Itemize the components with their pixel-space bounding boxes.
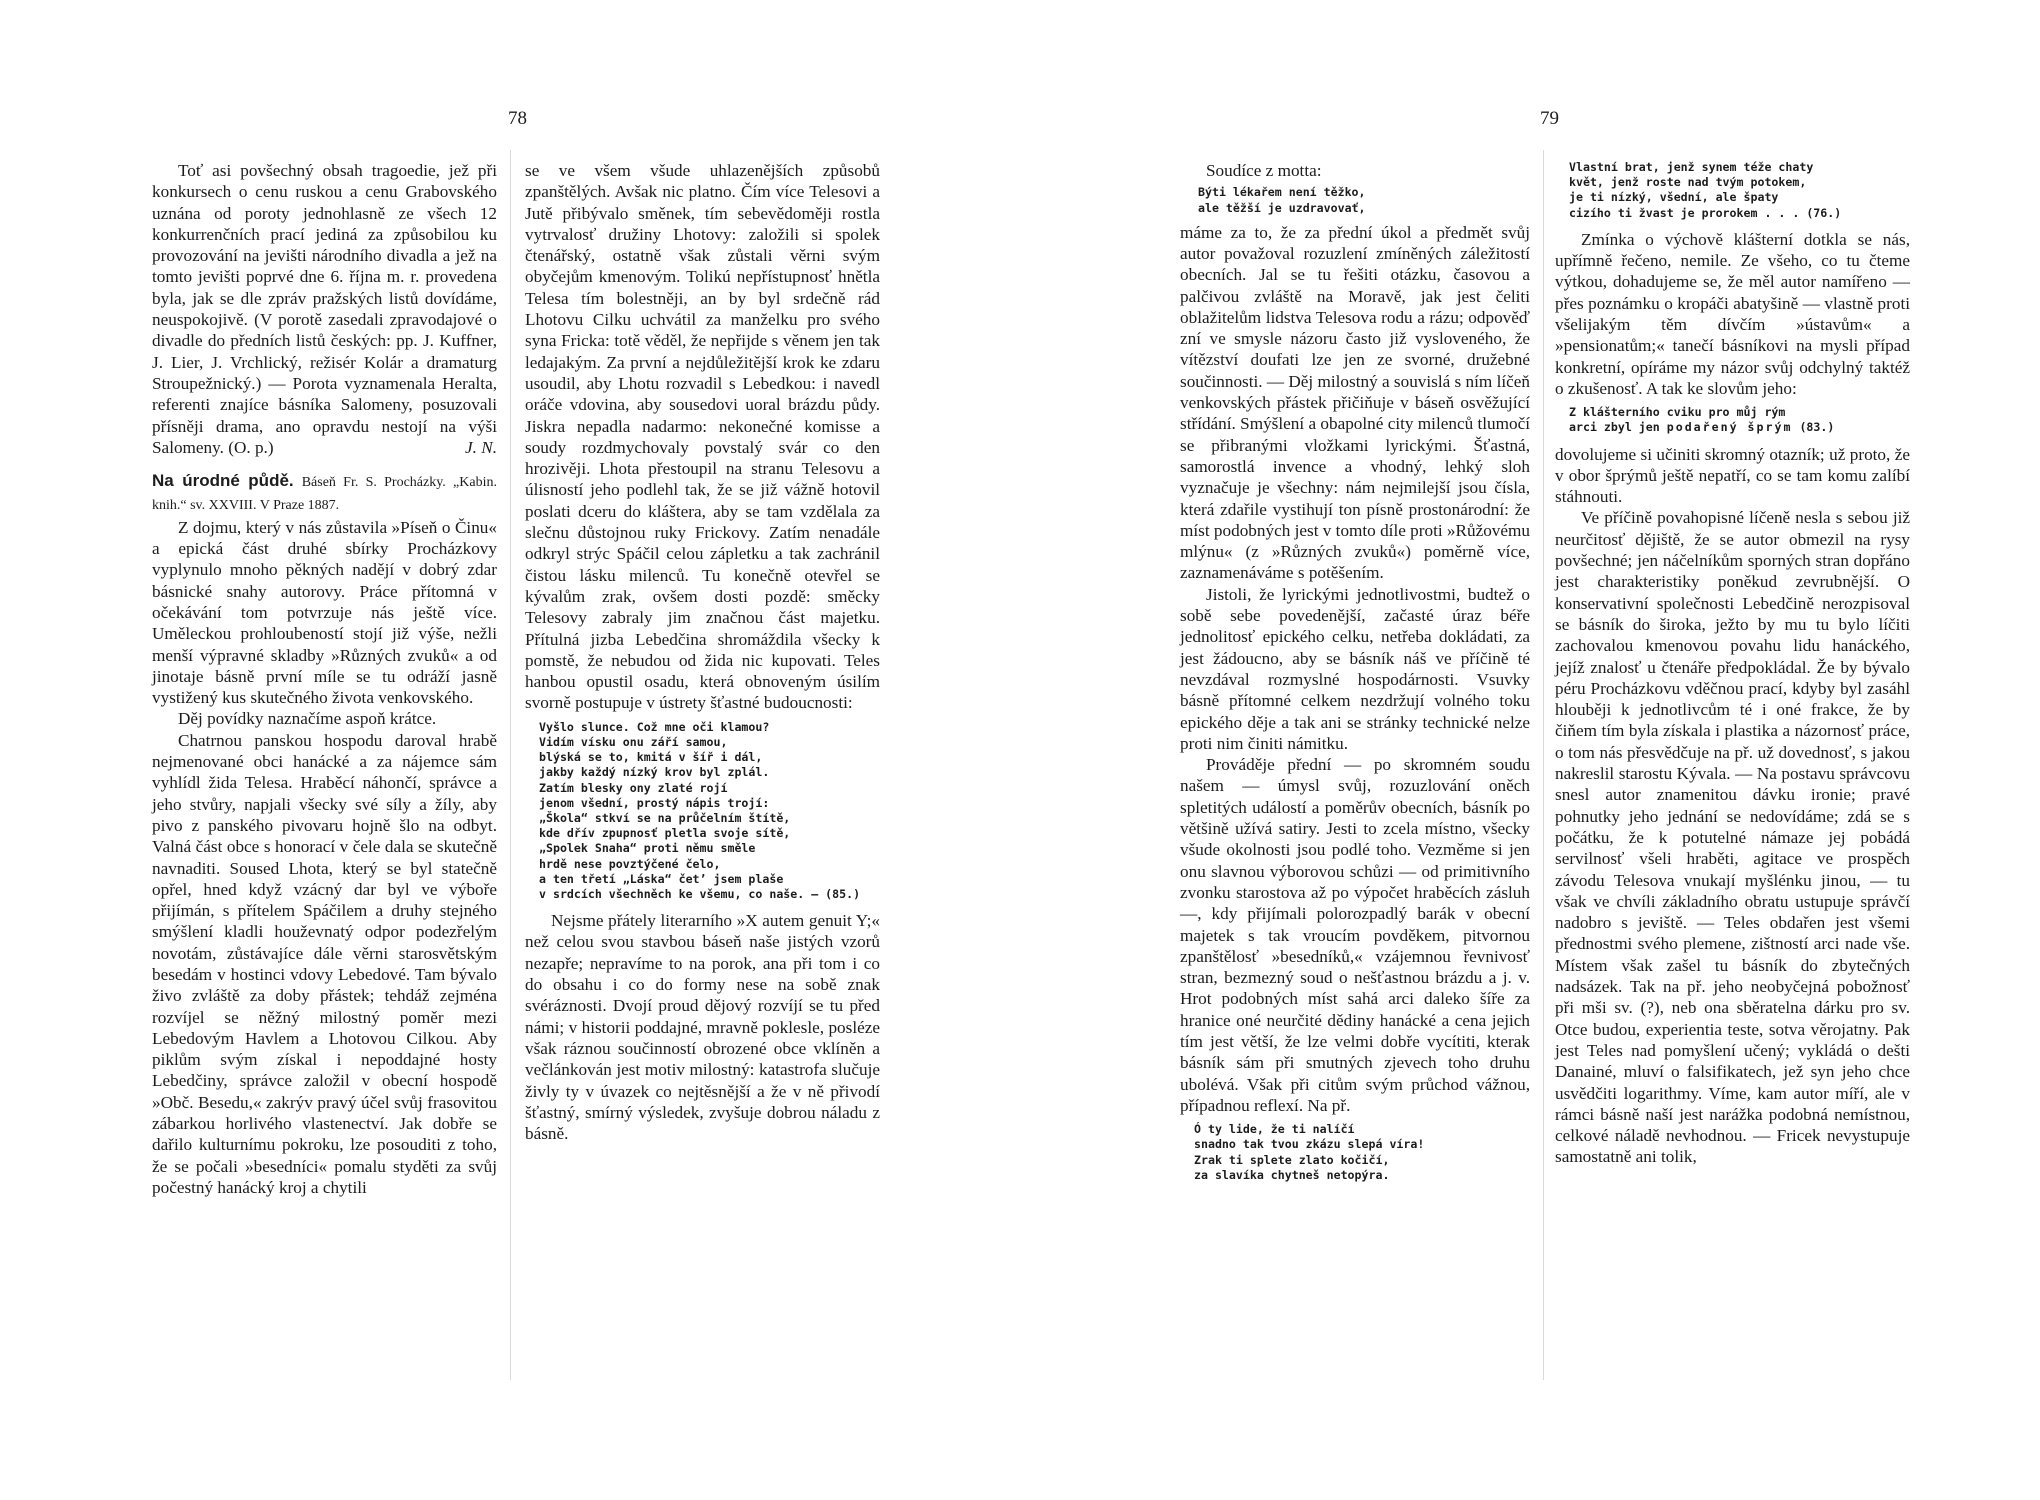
poem-line: za slavíka chytneš netopýra. [1194, 1167, 1390, 1182]
page-number-left: 78 [508, 108, 527, 129]
poem-line: Vyšlo slunce. Což mne oči klamou? [539, 719, 770, 734]
poem-line-text: arci zbyl jen [1569, 420, 1660, 435]
poem-line: a ten třetí „Láska“ čet’ jsem plaše [539, 871, 784, 886]
author-signature: J. N. [465, 437, 497, 457]
paragraph: Soudíce z motta: [1206, 161, 1322, 180]
paragraph-text: Toť asi povšechný obsah tragoedie, jež při konkursech o cenu ruskou a cenu Grabovského uznána od poroty jednohlasně ze všech 12 konkurrenčních prací jediná za způsobilou ku provozování na jevišti národního divadla a jež na tomto jevišti poprvé dne 6. října m. r. provedena byla, jak se dle zpráv pražských listů dovídáme, neuspokojivě. (V porotě zasedali zpravodajové o divadle do předních listů českých: pp. J. Kuffner, J. Lier, J. Vrchlický, režisér Kolár a dramaturg Stroupežnický.) — Porota vyznamenala Heralta, referenti znajíce básníka Salomeny, posuzovali přísněji drama, ano opravdu nestojí na výši Salomeny. (O. p.) [152, 161, 497, 457]
paragraph: Prováděje přední — po skromném soudu našem — úmysl svůj, rozuzlování oněch spletitých událostí a poměrův obecních, básník po většině užívá satiry. Jesti to zcela místno, všecky všude okolnosti jsou podlé toho. Vezměme si jen onu slavnou výborovou schůzi — od primitivního zvonku starostova až po výpočet hraběcích zásluh —, kdy přijímali polorozpadlý barák v obecní majetek s tak vroucím povděkem, pitvornou zpanštělosť »besedníků,« vzájemnou řevnivosť stran, bezmezný soud o nešťastnou brázdu a j. v. Hrot podobných míst sahá arci daleko šíře za hranice oné neurčité dědiny hanácké a cena jejich tím jest větší, že lze velmi dobře vycítiti, kterak básník sám při smutných zjevech toho druhu ubolévá. Však při citům svým průchod vážnou, případnou reflexí. Na př. [1180, 755, 1530, 1115]
paragraph: Ve příčině povahopisné líčeně nesla s sebou již neurčitosť dějiště, že se autor obmezil na rysy povšechné; jen náčelníkům sporných stran dopřáno jest charakteristiky poněkud zevrubnější. O konservativní společnosti Lebedčině nerozpisoval se básník do široka, ježto by mu tu bylo líčiti zachovalou kmenovou povahu lidu hanáckého, jejíž znalosť u čtenáře předpokládal. Že by bývalo péru Procházkovu vděčnou prací, kdyby byl zasáhl hlouběji k jednotlivcům té i oné frakce, že by čiňem tím byla získala i plastika a názornosť práce, o tom nás přesvědčuje na př. už dovednosť, s jakou nakreslil starostu Kývala. — Na postavu správcovu snesl autor znamenitou dávku ironie; pravé pohnutky jeho jednání se nedovídáme; zdá se s počátku, že k potutelné námaze jej pobádá servilnosť všeli hraběti, agitace ve prospěch závodu Telesova vnukají myšlénku jinou, — tu však ve chvíli základního obratu ustupuje správčí nadobro s jeviště. — Teles obdařen jest všemi přednostmi svého plemene, zištností arci nade vše. Místem však zašel tu básník do zbytečných nadsázek. Tak na př. jeho neobyčejná pobožnosť při mši sv. (?), neb ona sběratelna dárku pro sv. Otce budou, experientia teste, sotva věrojatny. Pak jest Teles nad pomyšlení učený; vykládá o dešti Danainé, mluví o falsifikatech, jež syn jeho chce usvědčiti logarithmy. Víme, kam autor míří, ale v rámci básně naší jest narážka podobná nemístnou, celkové náladě nevhodnou. — Fricek nevystupuje samostatně ani tolik, [1555, 508, 1910, 1167]
review-heading [152, 470, 497, 517]
left-column-2 [525, 160, 880, 1144]
poem-line: snadno tak tvou zkázu slepá víra! [1194, 1137, 1425, 1152]
review-title: Na úrodné půdě. [152, 471, 294, 491]
poem-line: Vlastní brat, jenž synem téže chaty [1569, 160, 1814, 174]
poem-line: Vidím vísku onu září samou, [539, 734, 728, 749]
paragraph: dovolujeme si učiniti skromný otazník; už proto, že v obor šprýmů ještě nepatří, co se tam komu zalíbí stáhnouti. [1555, 444, 1910, 507]
poem-excerpt [1569, 405, 1910, 435]
paragraph: Děj povídky naznačíme aspoň krátce. [178, 709, 437, 729]
poem-line: je ti nízký, všední, ale špaty [1569, 190, 1779, 205]
poem-excerpt [539, 720, 880, 902]
paragraph [152, 160, 497, 458]
right-column-1 [1180, 160, 1530, 1191]
poem-excerpt [1194, 1122, 1530, 1183]
poem-line: blýská se to, kmitá v šíř i dál, [539, 750, 763, 765]
spaced-emphasis: podařený šprým [1666, 420, 1793, 435]
right-page-column-rule [1543, 150, 1544, 1380]
motto-line: ale těžší je uzdravovať, [1198, 200, 1366, 215]
motto [1198, 185, 1530, 215]
poem-line: Z klášterního cviku pro můj rým [1569, 405, 1786, 420]
left-page-column-rule [510, 150, 511, 1380]
paragraph: Z dojmu, který v nás zůstavila »Píseň o Činu« a epická část druhé sbírky Procházkovy vyplynulo mnoho pěkných nadějí v dobrý zdar básnické snahy autorovy. Práce přítomná v očekávání tom potvrzuje nás ještě více. Uměleckou prohloubeností stojí již výše, nežli menší výpravné skladby »Různých zvuků« a od jinotaje básně první míle se tu odráží jasně vystižený kus skutečného života venkovského. [152, 517, 497, 708]
motto-line: Býti lékařem není těžko, [1198, 185, 1366, 200]
poem-line: jakby každý nízký krov byl zplál. [539, 765, 770, 780]
paragraph: se ve všem všude uhlazenějších způsobů zpanštělých. Avšak nic platno. Čím více Telesovi a Jutě přibývalo směnek, tím sebevědoměji rostla vytrvalosť družiny Lhotovy: založili si spolek čtenářský, ostatně však zůstali věrni svým obyčejům kmenovým. Tolikú nepřístupnosť hnětla Telesa tím bolestněji, an by byl srdečně rád Lhotovu Cilku uchvátil za manželku pro svého syna Fricka: totě věděl, že nepřijde s věnem jen tak ledajakým. Za první a nejdůležitější krok ke zdaru usoudil, aby Lhotu rozvadil s Lebedkou: i navedl oráče vdovina, aby sousedovi uoral brázdu půdy. Jiskra nepadla nadarmo: nekonečné komisse a soudy rozdmychovaly povstalý svár co den hrozivěji. Lhota přestoupil na stranu Telesovu a úlisností jeho podlehl tak, že se již vážně hotovil poslati dceru do kláštera, aby se tam vzdělala za slečnu důstojnou ruky Frickovy. Zatím nenadále odkryl strýc Spáčil celou zápletku a tak zachránil čistou lásku milenců. Tu konečně otevřel se kývalům zrak, ovšem dosti pozdě: směcky Telesovy zabraly jim značnou část majetku. Přítulná jizba Lebedčina shromáždila všecky k pomstě, že nebudou od žida nic kupovati. Teles hanbou opustil osadu, která obnoveným úsilím svorně postupuje v ústrety šťastné budoucnosti: [525, 161, 880, 713]
poem-citation: (83.) [1792, 420, 1835, 435]
poem-line: květ, jenž roste nad tvým potokem, [1569, 175, 1807, 190]
paragraph: Chatrnou panskou hospodu daroval hrabě nejmenované obci hanácké a za nájemce sám vyhlídl žida Telesa. Hraběcí náhončí, správce a jeho stvůry, napjali všecky své síly a žíly, aby pivo z panského pivovaru hojně šlo na odbyt. Valná část obce s honorací v čele dala se skutečně navnaditi. Soused Lhota, který se byl statečně opřel, hned když vzácný dar byl ve výboře přijímán, s přítelem Spáčilem a druhy stejného smýšlení kladli houževnatý odpor podezřelým novotám, zůstávajíce dále věrni starosvětským besedám v hostinci vdovy Lebedové. Tam bývalo živo zvláště za doby přástek; tehdáž zejména rozvíjel se něžný milostný poměr mezi Lebedovým Havlem a Lhotovou Cilkou. Aby piklům svým získal i nepoddajné hosty Lebedčiny, správce založil v obecní hospodě »Obč. Besedu,« zakrýv pravý účel svůj frasovitou zábarkou horlivého vlastenectví. Jak dobře se dařilo kulturnímu pokroku, lze posouditi z toho, že se počali »besedníci« pomalu styděti za svůj počestný hanácký kroj a chytili [152, 730, 497, 1197]
poem-line [1569, 420, 1910, 435]
poem-line: hrdě nese povztýčené čelo, [539, 856, 721, 871]
poem-line: Zrak ti splete zlato kočičí, [1194, 1152, 1390, 1167]
paragraph: Jistoli, že lyrickými jednotlivostmi, budtež o sobě sebe povedenější, začasté úraz béře jednolitosť epického celku, netřeba dokládati, za jest žádoucno, aby se básník náš ve příčině té nevzdával rozmyslné hospodárnosti. Vsuvky básně přítomné celkem nezdržují volného toku epického děje a tak ani se stránky technické nelze proti nim činiti námitku. [1180, 584, 1530, 753]
poem-line: Ó ty lide, že ti nalíčí [1194, 1122, 1355, 1137]
left-column-1 [152, 160, 497, 1198]
poem-line: v srdcích všechněch ke všemu, co naše. — (85.) [539, 886, 861, 901]
poem-line: cizího ti žvast je prorokem . . . (76.) [1569, 205, 1842, 220]
poem-line: „Škola“ stkví se na průčelním štítě, [539, 810, 791, 825]
review-source: Báseň Fr. S. Procházky. „Kabin. knih.“ sv. XXVIII. V Praze 1887. [152, 475, 497, 514]
poem-excerpt [1569, 160, 1910, 221]
paragraph: máme za to, že za přední úkol a předmět svůj autor považoval rozuzlení zmíněných záležitostí obecních. Jal se tu řešiti otázku, časovou a palčivou zvláště na Moravě, jak jest čeliti oblažitelům lidstva Telesova rodu a rázu; odpověď zní ve smysle názoru často již vysloveného, že vítězství doufati lze jen ze svorné, družebné součinnosti. — Děj milostný a souvislá s ním líčeň venkovských přástek přičiňuje v báseň osvěžující střídání. Smýšlení a obapolné city milenců tlumočí se přibranými vložkami lyrickými. Šťastná, samorostlá invence a vhodný, lehký sloh vyznačuje je všechny: nám nejmilejší jsou čísla, která zdařile vystihují ton písně prostonárodní: že míst podobných jest v tomto díle proti »Růžovému mlýnu« (z »Různých zvuků«) poměrně více, zaznamenáváme s potěšením. [1180, 222, 1530, 583]
paragraph: Zmínka o výchově klášterní dotkla se nás, upřímně řečeno, nemile. Ze všeho, co tu čteme výtkou, dohadujeme se, že měl autor namířeno — přes poznámku o kropáči abatyšině — vlastně proti všelijakým těm dívčím »ústavům« a »pensionatům;« tanečí básníkovi na mysli případ konkretní, opíráme my názor svůj odchylný taktéž o zkušenosť. A tak ke slovům jeho: [1555, 229, 1910, 398]
right-column-2 [1555, 160, 1910, 1168]
page-number-right: 79 [1540, 108, 1559, 129]
poem-line: jenom všední, prostý nápis trojí: [539, 795, 770, 810]
paragraph: Nejsme přátely literarního »X autem genuit Y;« než celou svou stavbou báseň naše jistých vzorů nezapře; nepravíme to na porok, ana při tom i co do obsahu i co do formy nese na sobě znak svéráznosti. Dvojí proud dějový rozvíjí se tu před námi; v historii poddajné, mravně poklesle, posléze však ráznou součinností obrozené obce vklíněn a večlánkován jest motiv milostný: katastrofa slučuje živly ty v úvazek co nejtěsnější a že v ně přivodí šťastný, smírný výsledek, zvyšuje dobrou náladu z básně. [525, 911, 880, 1144]
poem-line: kde dřív zpupnosť pletla svoje sítě, [539, 826, 791, 841]
poem-line: Zatím blesky ony zlaté rojí [539, 780, 728, 795]
poem-line: „Spolek Snaha“ proti němu směle [539, 841, 756, 856]
